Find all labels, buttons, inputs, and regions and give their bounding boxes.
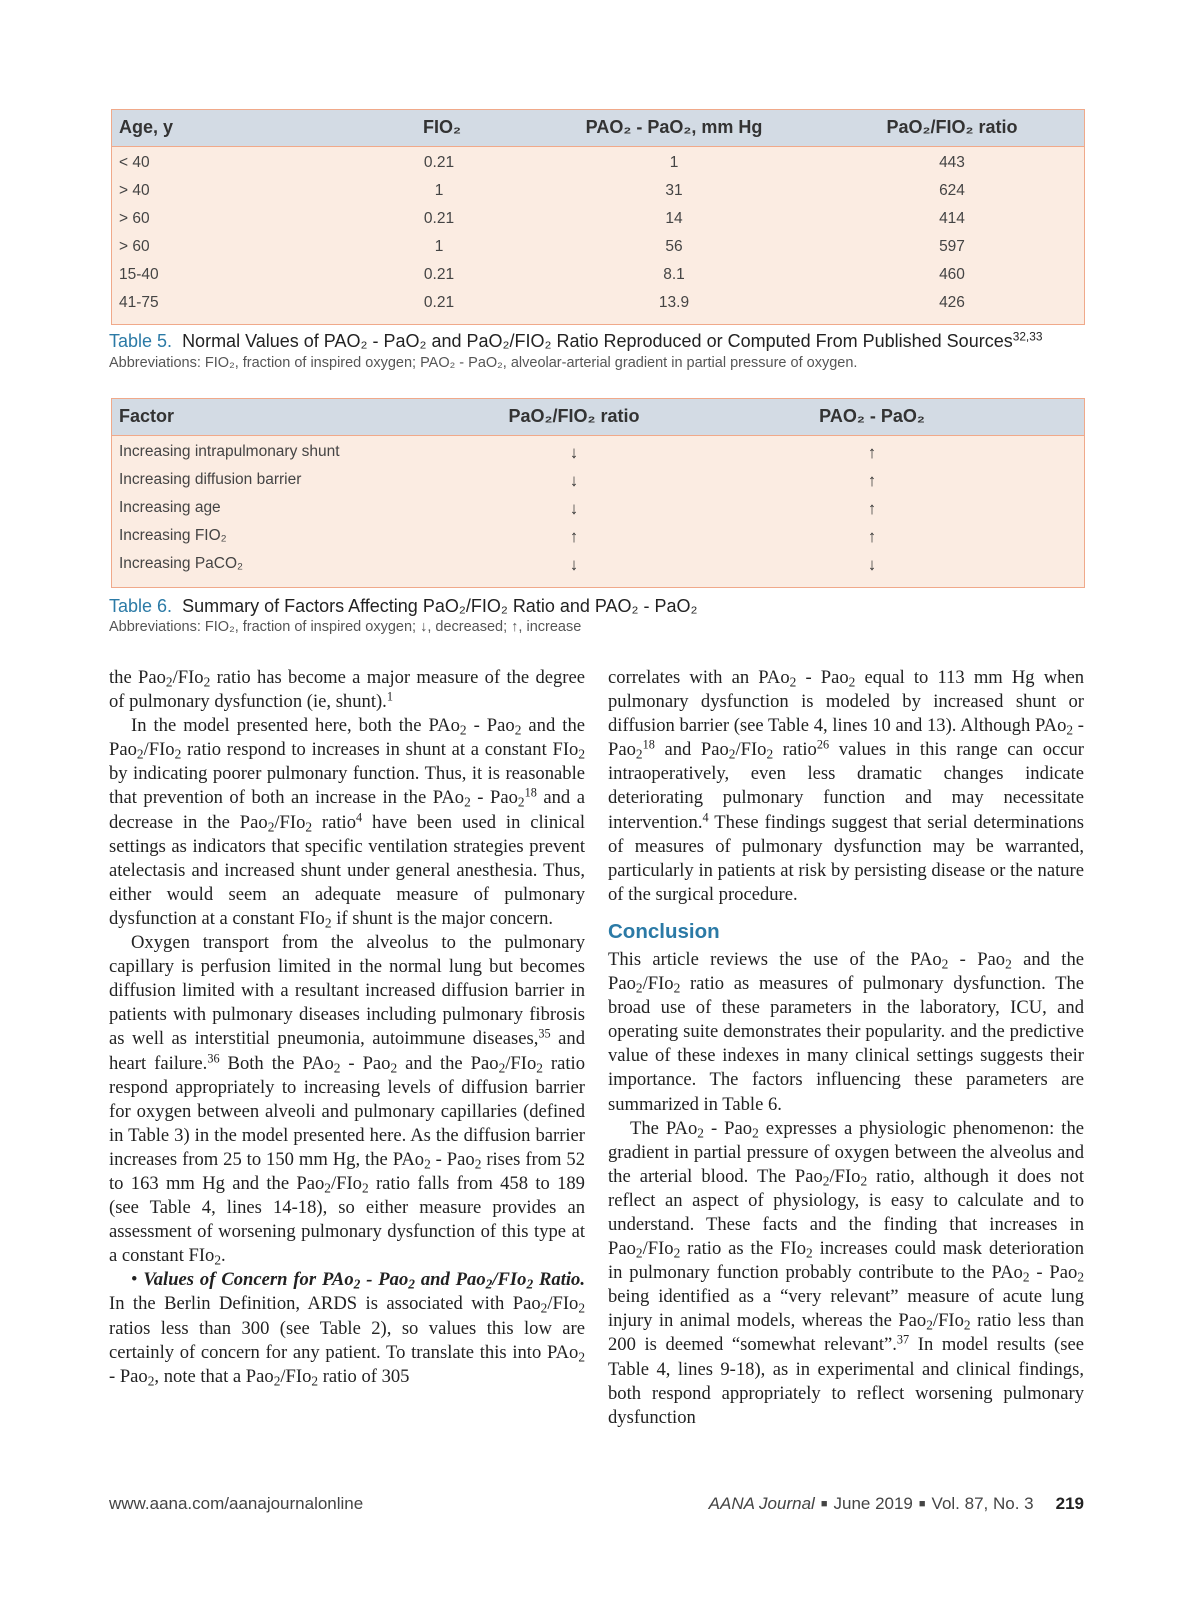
- table-5-caption-refs: 32,33: [1012, 329, 1043, 344]
- table-5-header: [112, 110, 1084, 147]
- table-5-abbreviations: Abbreviations: FIO₂, fraction of inspired oxygen; PAO₂ - PaO₂, alveolar-arterial gradient in partial pressure of oxygen.: [109, 355, 858, 371]
- table-5-caption-text: Normal Values of PAO₂ - PaO₂ and PaO₂/FIO₂ Ratio Reproduced or Computed From Published Sources: [182, 331, 1013, 351]
- cell-fio2: 1: [434, 238, 444, 255]
- cell-factor: Increasing diffusion barrier: [119, 471, 302, 488]
- table-6-abbreviations: Abbreviations: FIO₂, fraction of inspired oxygen; ↓, decreased; ↑, increase: [109, 619, 582, 635]
- footer-volume: Vol. 87, No. 3: [931, 1494, 1034, 1513]
- body-paragraph: This article reviews the use of the PAo$_2$ - Pao$_2$ and the Pao$_2$/FIo$_2$ ratio as measures of pulmonary dysfunction. The broad use of these parameters in the laboratory, ICU, and operating suite demonstrates their popularity. and the predictive value of these indexes in many clinical settings suggests their importance. The factors influencing these parameters are summarized in Table 6.: [608, 948, 1084, 1115]
- table-row: [112, 205, 1084, 233]
- body-paragraph: the Pao$_2$/FIo$_2$ ratio has become a major measure of the degree of pulmonary dysfunction (ie, shunt).$^1$: [109, 667, 586, 713]
- cell-factor: Increasing intrapulmonary shunt: [119, 443, 340, 460]
- table-row: [112, 550, 1084, 578]
- cell-ratio: 426: [939, 294, 965, 311]
- footer-citation: AANA Journal ■ June 2019 ■ Vol. 87, No. 3 219: [708, 1494, 1084, 1513]
- cell-age: < 40: [119, 154, 150, 171]
- cell-gradient: 31: [665, 182, 683, 199]
- col-header-fio2: FIO₂: [423, 117, 461, 137]
- cell-gradient: 14: [665, 210, 683, 227]
- cell-gradient: 56: [665, 238, 683, 255]
- cell-gradient: 13.9: [658, 294, 690, 311]
- table-row: [112, 522, 1084, 550]
- arrow-up-icon: ↑: [867, 527, 877, 546]
- arrow-down-icon: ↓: [569, 499, 579, 518]
- cell-ratio: 460: [939, 266, 965, 283]
- cell-age: > 60: [119, 210, 150, 227]
- page-number: 219: [1055, 1494, 1084, 1513]
- arrow-up-icon: ↑: [569, 527, 579, 546]
- table-row: [112, 438, 1084, 466]
- table-row: [112, 177, 1084, 205]
- table-6: [111, 398, 1085, 588]
- footer-journal: AANA Journal: [708, 1494, 815, 1513]
- col-header-ratio: PaO₂/FIO₂ ratio: [508, 406, 640, 426]
- cell-ratio: 414: [939, 210, 965, 227]
- body-column-left: [109, 666, 585, 1389]
- col-header-ratio: PaO₂/FIO₂ ratio: [886, 117, 1018, 137]
- table-5-caption: [109, 331, 1042, 352]
- table-row: [112, 233, 1084, 261]
- arrow-down-icon: ↓: [867, 555, 877, 574]
- table-6-label: Table 6.: [109, 596, 173, 616]
- cell-age: > 60: [119, 238, 150, 255]
- body-paragraph: The PAo$_2$ - Pao$_2$ expresses a physiologic phenomenon: the gradient in partial pressure of oxygen between the alveolus and the arterial blood. The Pao$_2$/FIo$_2$ ratio, although it does not reflect an aspect of physiology, is easy to calculate and to understand. These facts and the finding that increases in Pao$_2$/FIo$_2$ ratio as the FIo$_2$ increases could mask deterioration in pulmonary function probably contribute to the PAo$_2$ - Pao$_2$ being identified as a “very relevant” measure of acute lung injury in animal models, whereas the Pao$_2$/FIo$_2$ ratio less than 200 is deemed “somewhat relevant”.$^{37}$ In model results (see Table 4, lines 9-18), as in experimental and clinical findings, both respond appropriately to reflect worsening pulmonary dysfunction: [608, 1117, 1084, 1428]
- table-row: [112, 261, 1084, 289]
- table-6-header: [112, 399, 1084, 436]
- cell-ratio: 443: [939, 154, 965, 171]
- cell-factor: Increasing PaCO₂: [119, 555, 244, 572]
- table-row: [112, 494, 1084, 522]
- cell-age: > 40: [119, 182, 150, 199]
- cell-age: 15-40: [119, 266, 159, 283]
- body-paragraph: In the model presented here, both the PAo$_2$ - Pao$_2$ and the Pao$_2$/FIo$_2$ ratio respond to increases in shunt at a constant FIo$_2$ by indicating poorer pulmonary function. Thus, it is reasonable that prevention of both an increase in the PAo$_2$ - Pao$_2^{18}$ and a decrease in the Pao$_2$/FIo$_2$ ratio$^4$ have been used in clinical settings as indicators that specific ventilation strategies prevent atelectasis and increased shunt under general anesthesia. Thus, either would seem an adequate measure of pulmonary dysfunction at a constant FIo$_2$ if shunt is the major concern.: [109, 715, 585, 931]
- cell-factor: Increasing FIO₂: [119, 527, 227, 544]
- table-row: [112, 149, 1084, 177]
- section-heading-conclusion: Conclusion: [608, 919, 720, 943]
- body-paragraph: • Values of Concern for PAo$_2$ - Pao$_2$ and Pao$_2$/FIo$_2$ Ratio. In the Berlin Definition, ARDS is associated with Pao$_2$/FIo$_2$ ratios less than 300 (see Table 2), so values this low are certainly of concern for any patient. To translate this into PAo$_2$ - Pao$_2$, note that a Pao$_2$/FIo$_2$ ratio of 305: [109, 1269, 585, 1389]
- cell-ratio: 624: [939, 182, 965, 199]
- arrow-up-icon: ↑: [867, 471, 877, 490]
- cell-age: 41-75: [119, 294, 159, 311]
- arrow-up-icon: ↑: [867, 443, 877, 462]
- table-5: [111, 109, 1085, 325]
- cell-fio2: 1: [434, 182, 444, 199]
- cell-ratio: 597: [939, 238, 965, 255]
- footer-url: www.aana.com/aanajournalonline: [109, 1494, 364, 1513]
- footer-date: June 2019: [833, 1494, 913, 1513]
- table-row: [112, 466, 1084, 494]
- body-paragraph: correlates with an PAo$_2$ - Pao$_2$ equal to 113 mm Hg when pulmonary dysfunction is modeled by increased shunt or diffusion barrier (see Table 4, lines 10 and 13). Although PAo$_2$ - Pao$_2^{18}$ and Pao$_2$/FIo$_2$ ratio$^{26}$ values in this range can occur intraoperatively, even less dramatic changes indicate deteriorating pulmonary function and may necessitate intervention.$^4$ These findings suggest that serial determinations of measures of pulmonary dysfunction may be warranted, particularly in patients at risk by persisting disease or the nature of the surgical procedure.: [608, 667, 1085, 905]
- arrow-down-icon: ↓: [569, 555, 579, 574]
- cell-gradient: 1: [669, 154, 679, 171]
- table-row: [112, 289, 1084, 317]
- col-header-factor: Factor: [119, 406, 175, 426]
- cell-fio2: 0.21: [423, 210, 455, 227]
- table-6-caption-text: Summary of Factors Affecting PaO₂/FIO₂ Ratio and PAO₂ - PaO₂: [182, 596, 698, 616]
- table-5-label: Table 5.: [109, 331, 173, 351]
- body-column-right: [608, 666, 1084, 1430]
- col-header-age: Age, y: [119, 117, 174, 137]
- arrow-up-icon: ↑: [867, 499, 877, 518]
- cell-factor: Increasing age: [119, 499, 221, 516]
- col-header-gradient: PAO₂ - PaO₂: [819, 406, 925, 426]
- cell-fio2: 0.21: [423, 294, 455, 311]
- cell-fio2: 0.21: [423, 154, 455, 171]
- arrow-down-icon: ↓: [569, 471, 579, 490]
- cell-gradient: 8.1: [663, 266, 685, 283]
- cell-fio2: 0.21: [423, 266, 455, 283]
- arrow-down-icon: ↓: [569, 443, 579, 462]
- body-paragraph: Oxygen transport from the alveolus to the pulmonary capillary is perfusion limited in the normal lung but becomes diffusion limited with a resultant increased diffusion barrier in patients with pulmonary diseases including pulmonary fibrosis as well as interstitial pneumonia, autoimmune diseases,$^{35}$ and heart failure.$^{36}$ Both the PAo$_2$ - Pao$_2$ and the Pao$_2$/FIo$_2$ ratio respond appropriately to increasing levels of diffusion barrier for oxygen between alveoli and pulmonary capillaries (defined in Table 3) in the model presented here. As the diffusion barrier increases from 25 to 150 mm Hg, the PAo$_2$ - Pao$_2$ rises from 52 to 163 mm Hg and the Pao$_2$/FIo$_2$ ratio falls from 458 to 189 (see Table 4, lines 14-18), so either measure provides an assessment of worsening pulmonary dysfunction of this type at a constant FIo$_2$.: [109, 932, 586, 1268]
- table-6-caption: [109, 596, 698, 617]
- col-header-gradient: PAO₂ - PaO₂, mm Hg: [585, 117, 763, 137]
